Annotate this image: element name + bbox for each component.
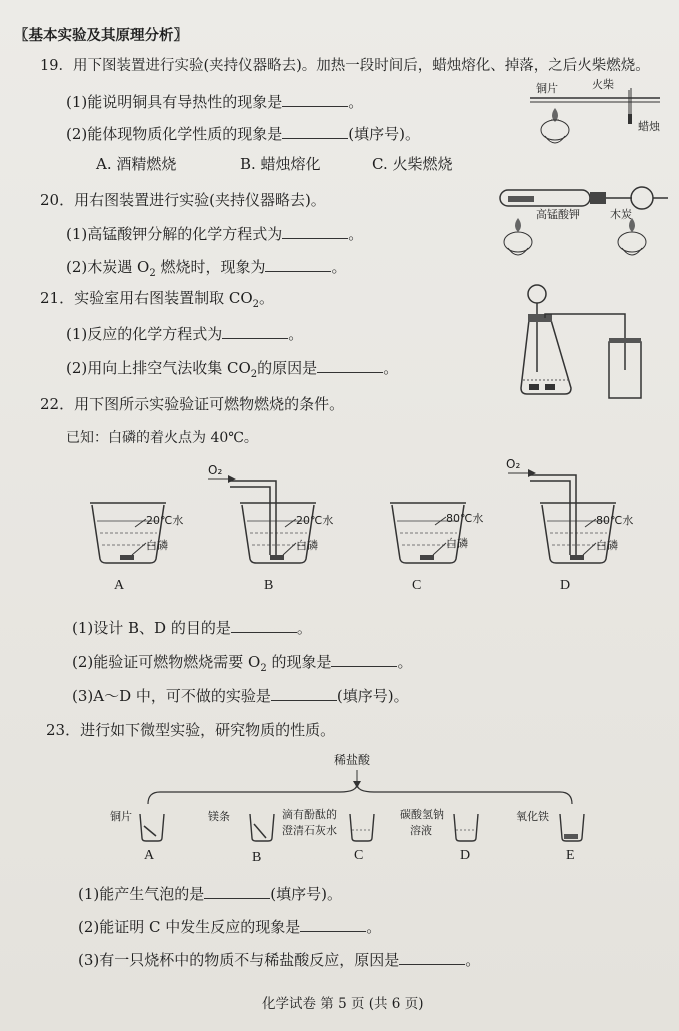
q20-part2-end: 。 [331,258,347,276]
q23-answer-blank-1[interactable] [204,884,270,899]
q19-answer-blank-2[interactable] [282,124,348,139]
q23-part3-text: (3)有一只烧杯中的物质不与稀盐酸反应，原因是 [78,951,400,969]
q22-water-c: 80℃水 [446,512,484,525]
q22-part3-end: (填序号)。 [336,687,409,705]
q22-label-a: A [114,578,125,593]
q23-acid-label: 稀盐酸 [334,753,371,767]
q20-part2-sub: 2 [149,268,156,279]
q22-answer-blank-2[interactable] [331,652,397,667]
q19-part2 [66,124,420,144]
q23-stem: 23．进行如下微型实验，研究物质的性质。 [46,721,336,739]
q20-answer-blank-2[interactable] [265,257,331,272]
q19-answer-blank-1[interactable] [282,92,348,107]
q19-label-copper: 铜片 [536,82,558,95]
q22-stem: 22．用下图所示实验验证可燃物燃烧的条件。 [40,395,345,413]
q19-option-a: A. 酒精燃烧 [96,155,177,173]
q22-phosphorus-c: 白磷 [446,537,468,550]
q23-item-d-line2: 溶液 [410,824,432,837]
section-title: 〖基本实验及其原理分析〗 [14,28,188,44]
q22-phosphorus-d: 白磷 [596,539,618,552]
q22-part1 [72,618,312,638]
q20-part1-text: (1)高锰酸钾分解的化学方程式为 [66,225,283,243]
q22-phosphorus-a: 白磷 [146,539,168,552]
q22-part2-end: 。 [397,653,413,671]
q22-water-d: 80℃水 [596,514,634,527]
q23-answer-blank-3[interactable] [399,950,465,965]
q20-part1 [66,224,363,244]
q23-item-c-line2: 澄清石灰水 [282,824,337,837]
q20-label-kmno4: 高锰酸钾 [536,208,580,221]
q22-answer-blank-1[interactable] [231,618,297,633]
q21-answer-blank-1[interactable] [222,324,288,339]
q20-part1-end: 。 [348,225,364,243]
q20-part2-text: (2)木炭遇 O [66,258,150,276]
q22-answer-blank-3[interactable] [271,686,337,701]
q21-apparatus-figure [515,280,650,400]
q22-part2 [72,652,413,679]
q21-stem [40,288,274,315]
q22-water-a: 20℃水 [146,514,184,527]
q23-part1 [78,884,342,904]
q22-o2-label-d: O₂ [506,457,521,471]
q23-part3 [78,950,480,970]
q22-phosphorus-b: 白磷 [296,539,318,552]
q21-part2-sub: 2 [250,369,258,380]
q22-part2-text-2: 的现象是 [266,653,332,671]
q23-label-b: B [252,850,262,865]
q19-part1 [66,92,363,112]
q22-part1-end: 。 [296,619,312,637]
q23-item-a: 铜片 [110,810,132,823]
q21-stem-text: 21．实验室用右图装置制取 CO [40,289,253,307]
q19-part2-text: (2)能体现物质化学性质的现象是 [66,125,283,143]
q20-apparatus-figure [492,180,672,265]
q20-part2 [66,257,347,284]
q19-stem: 19．用下图装置进行实验(夹持仪器略去)。加热一段时间后，蜡烛熔化、掉落，之后火柴燃烧。 [40,58,650,74]
q22-part3-text: (3)A～D 中，可不做的实验是 [72,687,271,705]
q23-item-e: 氧化铁 [516,810,549,823]
page-footer: 化学试卷 第 5 页 (共 6 页) [262,996,424,1012]
q20-part2-text-2: 燃烧时，现象为 [155,258,266,276]
q20-answer-blank-1[interactable] [282,224,348,239]
q22-label-b: B [264,578,274,593]
q21-part1-end: 。 [288,325,304,343]
q23-part2-end: 。 [366,918,382,936]
q23-label-c: C [354,848,364,863]
q22-label-c: C [412,578,422,593]
q22-label-d: D [560,578,571,593]
q19-option-b: B. 蜡烛熔化 [240,155,321,173]
q21-part2-text-2: 的原因是 [257,359,318,377]
q20-stem: 20．用右图装置进行实验(夹持仪器略去)。 [40,191,326,209]
q22-part3 [72,686,409,706]
q22-water-b: 20℃水 [296,514,334,527]
q21-part2-text: (2)用向上排空气法收集 CO [66,359,251,377]
q20-label-charcoal: 木炭 [610,208,632,221]
q21-stem-end: 。 [259,289,275,307]
q19-option-c: C. 火柴燃烧 [372,155,453,173]
q22-part2-text: (2)能验证可燃物燃烧需要 O [72,653,261,671]
q22-known: 已知：白磷的着火点为 40℃。 [66,430,258,446]
q19-part1-text: (1)能说明铜具有导热性的现象是 [66,93,283,111]
q23-item-b: 镁条 [208,810,230,823]
q19-label-candle: 蜡烛 [638,120,660,133]
q19-part1-end: 。 [348,93,364,111]
q23-part2-text: (2)能证明 C 中发生反应的现象是 [78,918,301,936]
q23-label-d: D [460,848,471,863]
q23-part2 [78,917,381,937]
q21-stem-sub: 2 [252,299,260,310]
q23-item-c-line1: 滴有酚酞的 [282,808,337,821]
q21-part1 [66,324,303,344]
q23-answer-blank-2[interactable] [300,917,366,932]
q23-part3-end: 。 [465,951,481,969]
q23-label-a: A [144,848,155,863]
q22-part2-sub: 2 [260,663,267,674]
q22-part1-text: (1)设计 B、D 的目的是 [72,619,231,637]
q23-part1-end: (填序号)。 [270,885,342,903]
q21-part1-text: (1)反应的化学方程式为 [66,325,223,343]
q23-part1-text: (1)能产生气泡的是 [78,885,205,903]
q19-label-match: 火柴 [592,78,614,91]
q21-answer-blank-2[interactable] [317,358,383,373]
q19-part2-end: (填序号)。 [348,125,420,143]
q22-o2-label-b: O₂ [208,463,223,477]
q23-item-d-line1: 碳酸氢钠 [400,808,444,821]
q21-part2-end: 。 [383,359,399,377]
q21-part2 [66,358,398,385]
q23-label-e: E [566,848,575,863]
